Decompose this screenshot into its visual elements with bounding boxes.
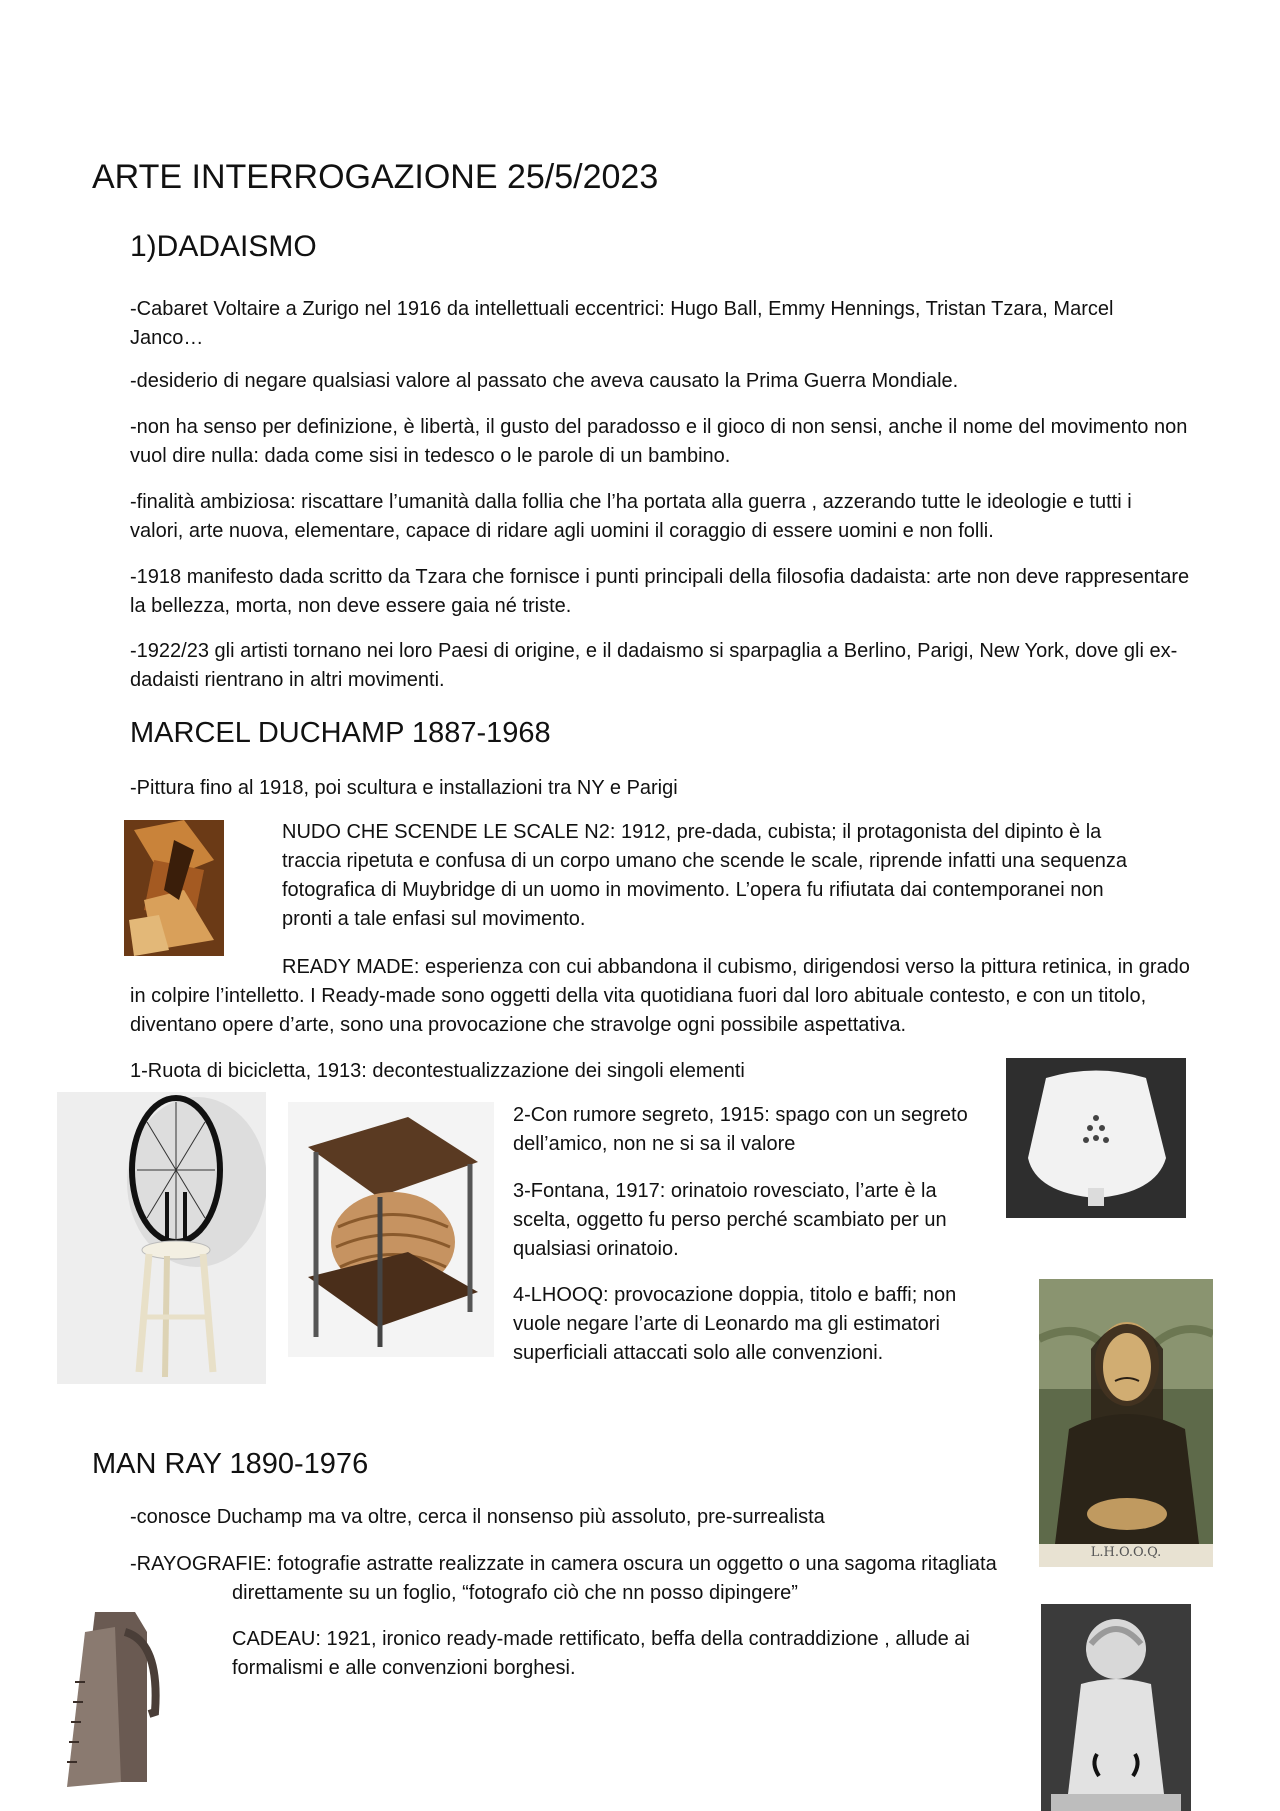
- twine-ball-sculpture-image: [288, 1102, 494, 1357]
- ready-made-description: READY MADE: esperienza con cui abbandona il cubismo, dirigendosi verso la pittura retinica, in grado in colpire l’intelletto. I Ready-made sono oggetti della vita quotidiana fuori dal loro abituale contesto, e con un titolo, diventano opere d’arte, sono una provocazione che stravolge ogni possibile aspettativa.: [130, 956, 1190, 1036]
- iron-with-nails-image: [55, 1612, 171, 1792]
- dada-paragraph-5: -1918 manifesto dada scritto da Tzara che fornisce i punti principali della filosofia dadaista: arte non deve rappresentare la bellezza, morta, non deve essere gaia né triste.: [130, 566, 1190, 617]
- dada-paragraph-2: -desiderio di negare qualsiasi valore al passato che aveva causato la Prima Guerra Mondiale.: [130, 370, 959, 392]
- doc-title: ARTE INTERROGAZIONE 25/5/2023: [92, 158, 659, 196]
- lhooq-caption: L.H.O.O.Q.: [1090, 1545, 1162, 1560]
- section-heading-dadaismo: 1)DADAISMO: [130, 230, 317, 263]
- manray-intro: -conosce Duchamp ma va oltre, cerca il nonsenso più assoluto, pre-surrealista: [130, 1506, 825, 1528]
- dada-paragraph-4: -finalità ambiziosa: riscattare l’umanità dalla follia che l’ha portata alla guerra , azzerando tutte le ideologie e tutti i valori, arte nuova, elementare, capace di ridare agli uomini il coraggio di essere uomini e non folli.: [130, 491, 1132, 542]
- work-3-fontana: 3-Fontana, 1917: orinatoio rovesciato, l’arte è la scelta, oggetto fu perso perché scambiato per un qualsiasi orinatoio.: [513, 1180, 947, 1260]
- work-4-lhooq: 4-LHOOQ: provocazione doppia, titolo e baffi; non vuole negare l’arte di Leonardo ma gli estimatori superficiali attaccati solo alle convenzioni.: [513, 1284, 957, 1364]
- dada-paragraph-6: -1922/23 gli artisti tornano nei loro Paesi di origine, e il dadaismo si sparpaglia a Berlino, Parigi, New York, dove gli ex-dadaisti rientrano in altri movimenti.: [130, 640, 1178, 691]
- work-1-ruota: 1-Ruota di bicicletta, 1913: decontestualizzazione dei singoli elementi: [130, 1060, 745, 1082]
- mona-lisa-image: [1039, 1279, 1213, 1567]
- dada-paragraph-3: -non ha senso per definizione, è libertà, il gusto del paradosso e il gioco di non sensi, anche il nome del movimento non vuol dire nulla: dada come sisi in tedesco o le parole di un bambino.: [130, 416, 1188, 467]
- work-2-rumore: 2-Con rumore segreto, 1915: spago con un segreto dell’amico, non ne si sa il valore: [513, 1104, 968, 1155]
- duchamp-intro: -Pittura fino al 1918, poi scultura e installazioni tra NY e Parigi: [130, 777, 678, 799]
- nudo-description: NUDO CHE SCENDE LE SCALE N2: 1912, pre-dada, cubista; il protagonista del dipinto è la traccia ripetuta e confusa di un corpo umano che scende le scale, riprende infatti una sequenza fotografica di Muybridge di un uomo in movimento. L’opera fu rifiutata dai contemporanei non pronti a tale enfasi sul movimento.: [282, 821, 1127, 930]
- urinal-fountain-image: [1006, 1058, 1186, 1218]
- rayografie-description: -RAYOGRAFIE: fotografie astratte realizzate in camera oscura un oggetto o una sagoma ritagliata direttamente su un foglio, “fotografo ciò che nn posso dipingere”: [130, 1553, 997, 1604]
- bicycle-wheel-image: [57, 1092, 266, 1384]
- woman-back-photo-image: [1041, 1604, 1191, 1811]
- heading-duchamp: MARCEL DUCHAMP 1887-1968: [130, 717, 551, 749]
- dada-paragraph-1: -Cabaret Voltaire a Zurigo nel 1916 da intellettuali eccentrici: Hugo Ball, Emmy Hennings, Tristan Tzara, Marcel Janco…: [130, 298, 1114, 349]
- cubist-painting-image: [124, 820, 224, 956]
- heading-man-ray: MAN RAY 1890-1976: [92, 1448, 369, 1480]
- cadeau-description: CADEAU: 1921, ironico ready-made rettificato, beffa della contraddizione , allude ai formalismi e alle convenzioni borghesi.: [232, 1628, 970, 1679]
